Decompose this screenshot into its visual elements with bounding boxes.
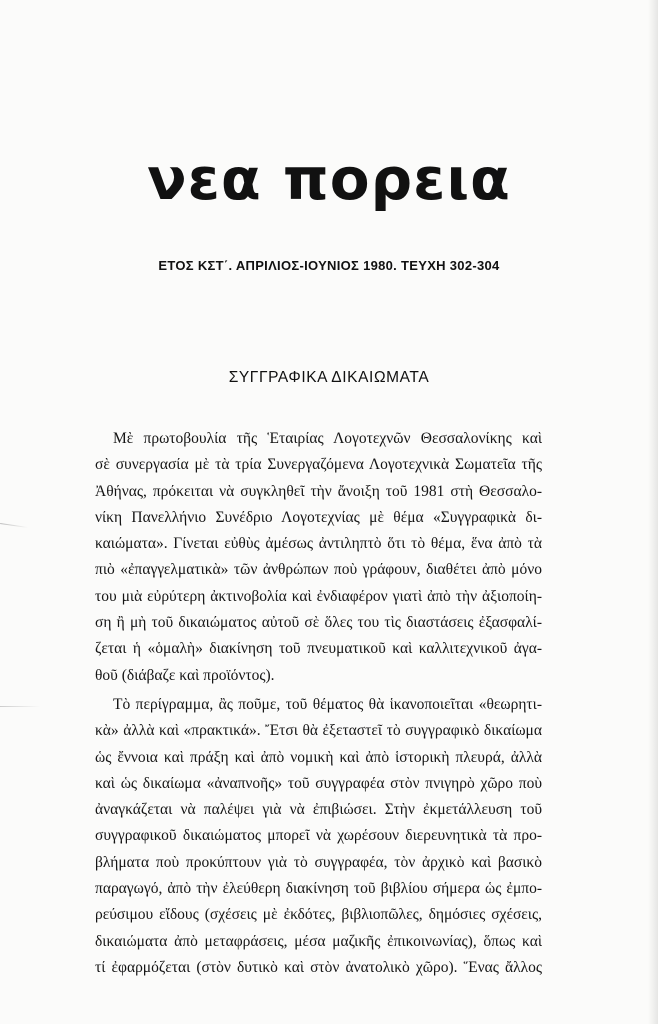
text-line: του μιὰ εὐρύτερη ἀκτινοβολία καὶ ἐνδιαφέρον γιατὶ ἀπὸ τὴν ἀξιοποίη- [95, 587, 542, 605]
journal-masthead: νεα πορεια [147, 145, 511, 213]
text-line: παραγωγό, ἀπὸ τὴν ἐλεύθερη διακίνηση τοῦ βιβλίου σήμερα ὡς ἐμπο- [95, 880, 542, 898]
text-line: κὰ» ἀλλὰ καὶ «πρακτικά». Ἔτσι θὰ ἐξεταστεῖ τὸ συγγραφικὸ δικαίωμα [95, 722, 542, 740]
text-line: καὶ ὡς δικαίωμα «ἀναπνοῆς» τοῦ συγγραφέα στὸν πνιγηρὸ χῶρο ποὺ [95, 774, 542, 792]
paragraph-2 [95, 692, 542, 981]
section-title: ΣΥΓΓΡΑΦΙΚΑ ΔΙΚΑΙΩΜΑΤΑ [228, 369, 430, 386]
article-body [95, 426, 542, 981]
text-line: ὡς ἔννοια καὶ πράξη καὶ ἀπὸ νομικὴ καὶ ἀπὸ ἱστορικὴ πλευρά, ἀλλὰ [95, 748, 542, 766]
scan-mark [0, 523, 28, 528]
text-line: βλήματα ποὺ προκύπτουν γιὰ τὸ συγγραφέα, τὸν ἀρχικὸ καὶ βασικὸ [95, 853, 542, 871]
paragraph-1 [95, 426, 542, 689]
text-line: Μὲ πρωτοβουλία τῆς Ἑταιρίας Λογοτεχνῶν Θεσσαλονίκης καὶ [113, 430, 542, 447]
issue-info: ΕΤΟΣ ΚΣΤ΄. ΑΠΡΙΛΙΟΣ-ΙΟΥΝΙΟΣ 1980. ΤΕΥΧΗ 302-304 [158, 258, 500, 273]
text-line: τί ἐφαρμόζεται (στὸν δυτικὸ καὶ στὸν ἀνατολικὸ χῶρο). Ἕνας ἄλλος [95, 958, 542, 976]
text-line: θοῦ (διάβαζε καὶ προϊόντος). [95, 666, 275, 684]
text-line: σὲ συνεργασία μὲ τὰ τρία Συνεργαζόμενα Λογοτεχνικὰ Σωματεῖα τῆς [95, 456, 542, 474]
text-line: ρεύσιμου εἴδους (σχέσεις μὲ ἐκδότες, βιβλιοπῶλες, δημόσιες σχέσεις, [95, 906, 542, 924]
text-line: καιώματα». Γίνεται εὐθὺς ἀμέσως ἀντιληπτὸ ὅτι τὸ θέμα, ἕνα ἀπὸ τὰ [95, 535, 542, 553]
text-line: δικαιώματα ἀπὸ μεταφράσεις, μέσα μαζικῆς ἐπικοινωνίας), ὅπως καὶ [95, 932, 542, 950]
text-line: νίκη Πανελλήνιο Συνέδριο Λογοτεχνίας μὲ θέμα «Συγγραφικὰ δι- [95, 508, 542, 526]
text-line: πιὸ «ἐπαγγελματικὰ» τῶν ἀνθρώπων ποὺ γράφουν, διαθέτει ἀπὸ μόνο [95, 561, 542, 579]
text-line: ζεται ἡ «ὁμαλὴ» διακίνηση τοῦ πνευματικοῦ καὶ καλλιτεχνικοῦ ἀγα- [95, 640, 542, 658]
text-line: ἀναγκάζεται νὰ παλέψει γιὰ νὰ ἐπιβιώσει. Στὴν ἐκμετάλλευση τοῦ [95, 801, 542, 819]
text-line: Ἀθήνας, πρόκειται νὰ συγκληθεῖ τὴν ἄνοιξη τοῦ 1981 στὴ Θεσσαλο- [95, 482, 542, 500]
scan-mark [0, 706, 40, 707]
text-line: Τὸ περίγραμμα, ἂς ποῦμε, τοῦ θέματος θὰ ἱκανοποιεῖται «θεωρητι- [113, 695, 542, 713]
text-line: ση ἢ μὴ τοῦ δικαιώματος αὐτοῦ σὲ ὅλες του τὶς διαστάσεις ἐξασφαλί- [95, 614, 542, 632]
text-line: συγγραφικοῦ δικαιώματος μπορεῖ νὰ χωρέσουν διερευνητικὰ τὰ προ- [95, 827, 542, 845]
